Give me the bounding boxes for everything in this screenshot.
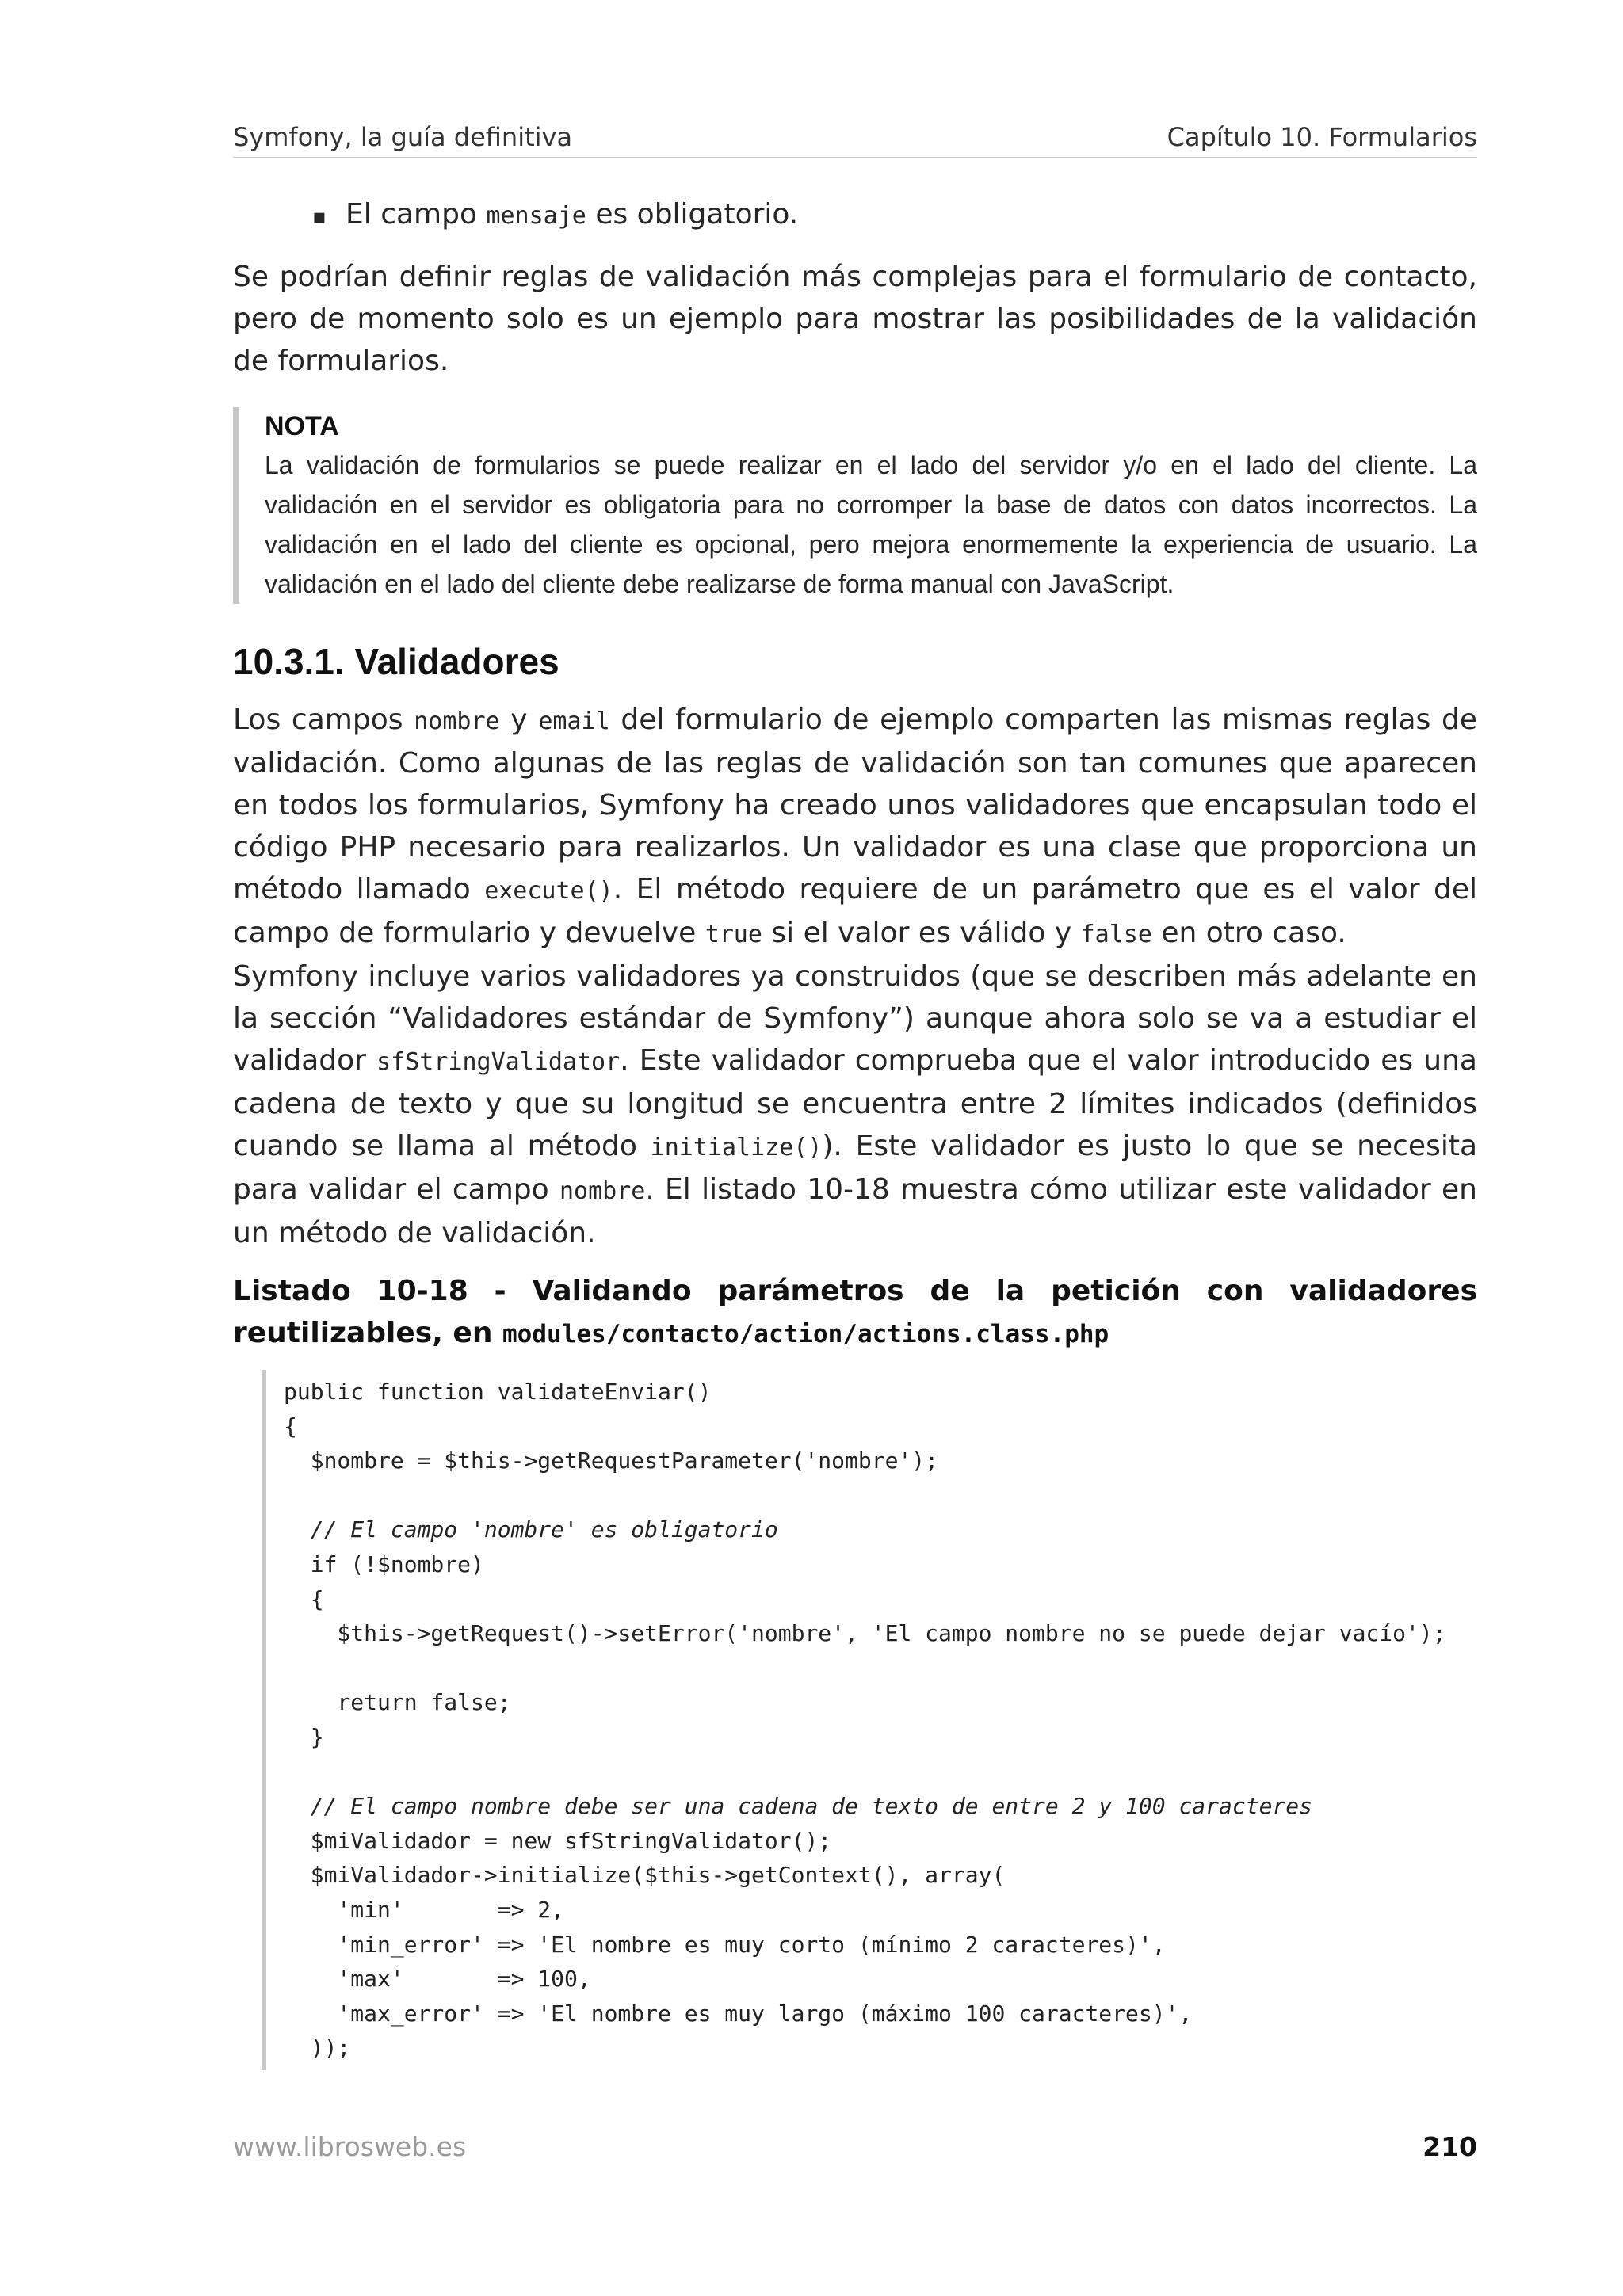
code-line [284, 1651, 1477, 1686]
note-box [233, 407, 1477, 604]
code-line: } [284, 1723, 324, 1750]
chapter-title: Capítulo 10. Formularios [1167, 122, 1477, 152]
code-line [284, 1478, 1477, 1513]
note-text: La validación de formularios se puede realizar en el lado del servidor y/o en el lado del cliente. La validación en el servidor es obligatoria para no corromper la base de datos con datos incorrectos. La validación en el lado del cliente es opcional, pero mejora enormemente la experiencia de usuario. La validación en el lado del cliente debe realizarse de forma manual con JavaScript. [265, 451, 1477, 598]
code-listing [262, 1370, 1477, 2070]
bullet-text: El campo mensaje es obligatorio. [346, 198, 799, 231]
validators-paragraph: Los campos nombre y email del formulario de ejemplo comparten las mismas reglas de validación. Como algunas de las reglas de validación son tan comunes que aparecen en todos los formularios, Symfony ha creado unos validadores que encapsulan todo el código PHP necesario para realizarlos. Un validador es una clase que proporciona un método llamado execute(). El método requiere de un parámetro que es el valor del campo de formulario y devuelve true si el valor es válido y false en otro caso. [233, 704, 1478, 949]
code-line: $this->getRequest()->setError('nombre', 'El campo nombre no se puede dejar vacío'); [284, 1620, 1446, 1647]
code-line: $miValidador->initialize($this->getContext(), array( [284, 1862, 1006, 1889]
code-line: return false; [284, 1689, 511, 1716]
page-content [233, 193, 1477, 2070]
code-line: public function validateEnviar() [284, 1379, 712, 1405]
code-line: // El campo nombre debe ser una cadena de texto de entre 2 y 100 caracteres [284, 1793, 1313, 1820]
note-title: NOTA [265, 411, 339, 441]
book-title: Symfony, la guía definitiva [233, 122, 573, 152]
code-line: 'min' => 2, [284, 1896, 565, 1923]
footer-url: www.librosweb.es [233, 2131, 467, 2162]
code-line: )); [284, 2035, 351, 2061]
code-line: 'min_error' => 'El nombre es muy corto (mínimo 2 caracteres)', [284, 1931, 1166, 1958]
code-line: // El campo 'nombre' es obligatorio [284, 1516, 778, 1543]
string-validator-paragraph: Symfony incluye varios validadores ya construidos (que se describen más adelante en la sección “Validadores estándar de Symfony”) aunque ahora solo se va a estudiar el validador sfStringValidator. Este validador comprueba que el valor introducido es una cadena de texto y que su longitud se encuentra entre 2 límites indicados (definidos cuando se llama al método initialize()). Este validador es justo lo que se necesita para validar el campo nombre. El listado 10-18 muestra cómo utilizar este validador en un método de validación. [233, 960, 1478, 1249]
code-line: $miValidador = new sfStringValidator(); [284, 1827, 832, 1854]
bullet-square-icon: ▪ [312, 205, 327, 229]
running-header [233, 117, 1477, 158]
code-line: 'max_error' => 'El nombre es muy largo (máximo 100 caracteres)', [284, 2000, 1193, 2027]
section-heading: 10.3.1. Validadores [233, 641, 559, 682]
code-line: $nombre = $this->getRequestParameter('nombre'); [284, 1447, 939, 1474]
code-line [284, 1755, 1477, 1790]
bullet-item [312, 193, 1477, 238]
listing-title: Listado 10-18 - Validando parámetros de la petición con validadores reutilizables, en modules/contacto/action/actions.class.php [233, 1275, 1477, 1349]
code-line: { [284, 1585, 324, 1612]
code-line: { [284, 1413, 297, 1440]
code-line: 'max' => 100, [284, 1966, 591, 1993]
intro-paragraph: Se podrían definir reglas de validación más complejas para el formulario de contacto, pero de momento solo es un ejemplo para mostrar las posibilidades de la validación de formularios. [233, 261, 1477, 377]
code-line: if (!$nombre) [284, 1550, 484, 1577]
page-number: 210 [1423, 2131, 1477, 2162]
